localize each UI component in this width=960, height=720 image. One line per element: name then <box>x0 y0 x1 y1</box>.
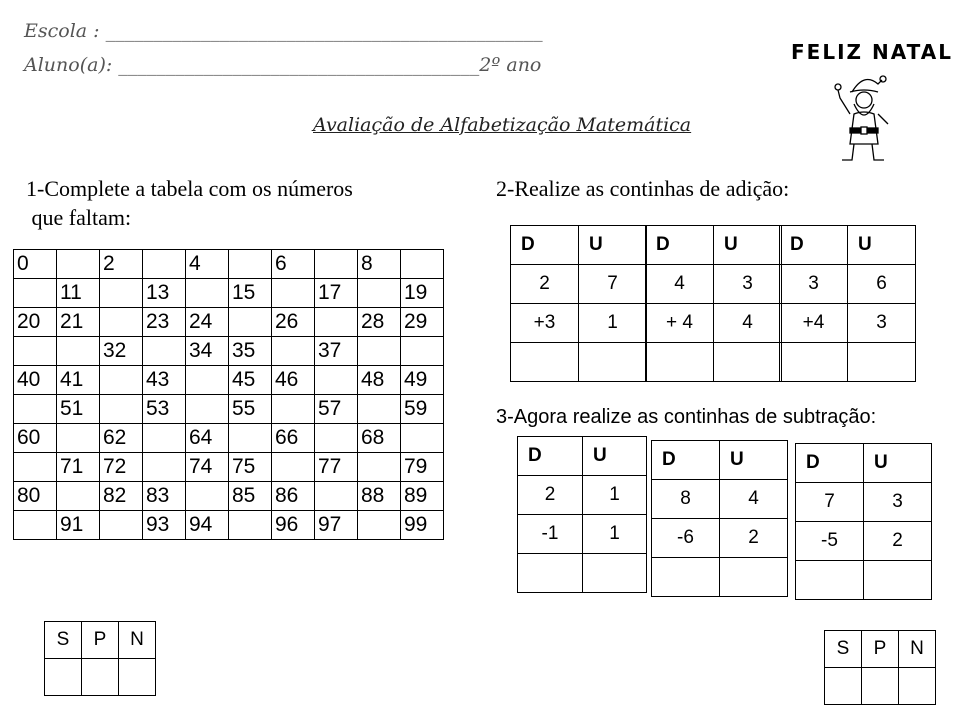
spn-label: N <box>899 631 936 668</box>
spn-label: N <box>119 622 156 659</box>
tens-header: D <box>511 226 579 265</box>
grid-number-cell: 20 <box>14 308 57 337</box>
grid-blank-cell[interactable] <box>272 279 315 308</box>
grid-blank-cell[interactable] <box>186 395 229 424</box>
op-row <box>796 483 932 522</box>
grid-number-cell: 57 <box>315 395 358 424</box>
op-row <box>796 522 932 561</box>
grid-blank-cell[interactable] <box>100 308 143 337</box>
spn-box-left <box>44 621 156 696</box>
grid-blank-cell[interactable] <box>358 395 401 424</box>
units-header: U <box>714 226 782 265</box>
grid-row <box>14 424 444 453</box>
grid-blank-cell[interactable] <box>186 279 229 308</box>
grid-number-cell: 46 <box>272 366 315 395</box>
grid-number-cell: 80 <box>14 482 57 511</box>
tens-answer-cell[interactable] <box>518 554 583 593</box>
tens-answer-cell[interactable] <box>646 343 714 382</box>
grid-number-cell: 97 <box>315 511 358 540</box>
tens-header: D <box>646 226 714 265</box>
grid-number-cell: 48 <box>358 366 401 395</box>
grid-blank-cell[interactable] <box>143 250 186 279</box>
answer-row <box>646 343 782 382</box>
units-cell: 1 <box>583 476 647 515</box>
grid-blank-cell[interactable] <box>401 337 444 366</box>
grid-number-cell: 82 <box>100 482 143 511</box>
grid-number-cell: 74 <box>186 453 229 482</box>
tens-cell: -6 <box>652 519 720 558</box>
op-row <box>646 304 782 343</box>
q1-instruction-line2: que faltam: <box>26 205 132 230</box>
school-line: Escola : ______________________________________________ <box>24 20 543 42</box>
op-row <box>780 304 916 343</box>
units-cell: 3 <box>848 304 916 343</box>
grid-number-cell: 15 <box>229 279 272 308</box>
tens-cell: 8 <box>652 480 720 519</box>
op-header-row <box>652 441 788 480</box>
grid-blank-cell[interactable] <box>401 250 444 279</box>
grid-number-cell: 64 <box>186 424 229 453</box>
grid-number-cell: 6 <box>272 250 315 279</box>
grid-number-cell: 83 <box>143 482 186 511</box>
grid-number-cell: 77 <box>315 453 358 482</box>
grid-number-cell: 75 <box>229 453 272 482</box>
spn-header-row <box>45 622 156 659</box>
grid-number-cell: 91 <box>57 511 100 540</box>
spn-mark-cell[interactable] <box>899 668 936 705</box>
grid-row <box>14 395 444 424</box>
grid-blank-cell[interactable] <box>186 366 229 395</box>
grid-blank-cell[interactable] <box>14 511 57 540</box>
grid-blank-cell[interactable] <box>143 337 186 366</box>
answer-row <box>511 343 647 382</box>
spn-mark-cell[interactable] <box>45 659 82 696</box>
tens-header: D <box>652 441 720 480</box>
grid-number-cell: 35 <box>229 337 272 366</box>
q1-instruction-line1: 1-Complete a tabela com os números <box>26 176 353 201</box>
tens-cell: 3 <box>780 265 848 304</box>
op-row <box>652 519 788 558</box>
grid-number-cell: 99 <box>401 511 444 540</box>
grid-number-cell: 96 <box>272 511 315 540</box>
op-row <box>652 480 788 519</box>
spn-label: P <box>862 631 899 668</box>
spn-mark-cell[interactable] <box>82 659 119 696</box>
grid-number-cell: 45 <box>229 366 272 395</box>
spn-label: P <box>82 622 119 659</box>
tens-cell: 7 <box>796 483 864 522</box>
grid-number-cell: 23 <box>143 308 186 337</box>
units-cell: 2 <box>864 522 932 561</box>
grid-number-cell: 85 <box>229 482 272 511</box>
grid-number-cell: 4 <box>186 250 229 279</box>
grid-number-cell: 34 <box>186 337 229 366</box>
units-cell: 3 <box>864 483 932 522</box>
grid-blank-cell[interactable] <box>100 511 143 540</box>
addition-table-2 <box>645 225 782 382</box>
units-cell: 4 <box>720 480 788 519</box>
op-header-row <box>796 444 932 483</box>
units-answer-cell[interactable] <box>714 343 782 382</box>
grid-number-cell: 68 <box>358 424 401 453</box>
op-header-row <box>511 226 647 265</box>
grid-number-cell: 41 <box>57 366 100 395</box>
grid-blank-cell[interactable] <box>358 453 401 482</box>
grid-blank-cell[interactable] <box>358 337 401 366</box>
number-grid <box>13 249 444 540</box>
answer-row <box>796 561 932 600</box>
grid-blank-cell[interactable] <box>186 482 229 511</box>
units-cell: 4 <box>714 304 782 343</box>
grid-number-cell: 21 <box>57 308 100 337</box>
grid-number-cell: 0 <box>14 250 57 279</box>
grid-blank-cell[interactable] <box>14 279 57 308</box>
tens-cell: -1 <box>518 515 583 554</box>
grid-blank-cell[interactable] <box>14 453 57 482</box>
grid-number-cell: 40 <box>14 366 57 395</box>
student-line: Aluno(a): ______________________________________2º ano <box>24 54 542 76</box>
grid-number-cell: 43 <box>143 366 186 395</box>
units-answer-cell[interactable] <box>864 561 932 600</box>
spn-box-right <box>824 630 936 705</box>
grid-number-cell: 19 <box>401 279 444 308</box>
grid-number-cell: 26 <box>272 308 315 337</box>
tens-cell: 4 <box>646 265 714 304</box>
tens-cell: 2 <box>518 476 583 515</box>
op-row <box>518 515 647 554</box>
tens-answer-cell[interactable] <box>796 561 864 600</box>
festive-greeting: FELIZ NATAL <box>791 40 953 64</box>
grid-blank-cell[interactable] <box>272 453 315 482</box>
grid-number-cell: 51 <box>57 395 100 424</box>
addition-table-1 <box>510 225 647 382</box>
grid-number-cell: 24 <box>186 308 229 337</box>
spn-mark-row <box>45 659 156 696</box>
tens-cell: -5 <box>796 522 864 561</box>
grid-row <box>14 250 444 279</box>
grid-number-cell: 55 <box>229 395 272 424</box>
grid-row <box>14 308 444 337</box>
grid-blank-cell[interactable] <box>57 337 100 366</box>
units-cell: 7 <box>579 265 647 304</box>
grid-row <box>14 337 444 366</box>
tens-header: D <box>780 226 848 265</box>
grid-row <box>14 453 444 482</box>
grid-number-cell: 53 <box>143 395 186 424</box>
grid-blank-cell[interactable] <box>229 308 272 337</box>
grid-blank-cell[interactable] <box>229 250 272 279</box>
grid-blank-cell[interactable] <box>143 453 186 482</box>
op-row <box>511 304 647 343</box>
subtraction-table-1 <box>517 436 647 593</box>
grid-number-cell: 37 <box>315 337 358 366</box>
units-answer-cell[interactable] <box>848 343 916 382</box>
units-cell: 3 <box>714 265 782 304</box>
grid-blank-cell[interactable] <box>315 308 358 337</box>
grid-row <box>14 482 444 511</box>
spn-mark-cell[interactable] <box>119 659 156 696</box>
spn-header-row <box>825 631 936 668</box>
op-row <box>646 265 782 304</box>
spn-mark-cell[interactable] <box>862 668 899 705</box>
grid-blank-cell[interactable] <box>315 424 358 453</box>
op-header-row <box>646 226 782 265</box>
grid-number-cell: 88 <box>358 482 401 511</box>
units-answer-cell[interactable] <box>579 343 647 382</box>
addition-table-3 <box>779 225 916 382</box>
page-title: Avaliação de Alfabetização Matemática <box>313 114 692 136</box>
q3-instruction: 3-Agora realize as continhas de subtração: <box>496 406 877 428</box>
grid-row <box>14 279 444 308</box>
subtraction-table-2 <box>651 440 788 597</box>
grid-blank-cell[interactable] <box>358 279 401 308</box>
grid-number-cell: 49 <box>401 366 444 395</box>
grid-blank-cell[interactable] <box>229 424 272 453</box>
grid-number-cell: 32 <box>100 337 143 366</box>
grid-blank-cell[interactable] <box>14 337 57 366</box>
grid-blank-cell[interactable] <box>100 279 143 308</box>
answer-row <box>780 343 916 382</box>
grid-number-cell: 93 <box>143 511 186 540</box>
grid-number-cell: 29 <box>401 308 444 337</box>
grid-blank-cell[interactable] <box>272 337 315 366</box>
grid-blank-cell[interactable] <box>100 366 143 395</box>
grid-blank-cell[interactable] <box>143 424 186 453</box>
op-row <box>511 265 647 304</box>
units-cell: 6 <box>848 265 916 304</box>
santa-claus-icon <box>832 70 896 166</box>
grid-number-cell: 72 <box>100 453 143 482</box>
grid-blank-cell[interactable] <box>14 395 57 424</box>
spn-label: S <box>825 631 862 668</box>
units-cell: 1 <box>579 304 647 343</box>
grid-blank-cell[interactable] <box>57 424 100 453</box>
tens-answer-cell[interactable] <box>780 343 848 382</box>
grid-blank-cell[interactable] <box>272 395 315 424</box>
units-answer-cell[interactable] <box>720 558 788 597</box>
grid-number-cell: 13 <box>143 279 186 308</box>
units-header: U <box>579 226 647 265</box>
grid-blank-cell[interactable] <box>229 511 272 540</box>
grid-blank-cell[interactable] <box>315 482 358 511</box>
tens-header: D <box>796 444 864 483</box>
units-answer-cell[interactable] <box>583 554 647 593</box>
op-header-row <box>780 226 916 265</box>
grid-blank-cell[interactable] <box>358 511 401 540</box>
tens-cell: + 4 <box>646 304 714 343</box>
tens-header: D <box>518 437 583 476</box>
units-header: U <box>583 437 647 476</box>
answer-row <box>652 558 788 597</box>
tens-answer-cell[interactable] <box>511 343 579 382</box>
op-header-row <box>518 437 647 476</box>
units-header: U <box>864 444 932 483</box>
grid-blank-cell[interactable] <box>315 366 358 395</box>
units-cell: 1 <box>583 515 647 554</box>
grid-number-cell: 11 <box>57 279 100 308</box>
tens-answer-cell[interactable] <box>652 558 720 597</box>
op-row <box>518 476 647 515</box>
grid-number-cell: 60 <box>14 424 57 453</box>
grid-number-cell: 86 <box>272 482 315 511</box>
answer-row <box>518 554 647 593</box>
grid-row <box>14 366 444 395</box>
spn-mark-cell[interactable] <box>825 668 862 705</box>
grid-number-cell: 17 <box>315 279 358 308</box>
grid-number-cell: 89 <box>401 482 444 511</box>
grid-blank-cell[interactable] <box>401 424 444 453</box>
tens-cell: 2 <box>511 265 579 304</box>
subtraction-table-3 <box>795 443 932 600</box>
q2-instruction: 2-Realize as continhas de adição: <box>496 176 790 201</box>
spn-mark-row <box>825 668 936 705</box>
grid-row <box>14 511 444 540</box>
grid-blank-cell[interactable] <box>315 250 358 279</box>
units-header: U <box>720 441 788 480</box>
grid-number-cell: 2 <box>100 250 143 279</box>
grid-number-cell: 66 <box>272 424 315 453</box>
grid-number-cell: 8 <box>358 250 401 279</box>
grid-blank-cell[interactable] <box>57 482 100 511</box>
spn-label: S <box>45 622 82 659</box>
grid-blank-cell[interactable] <box>100 395 143 424</box>
units-header: U <box>848 226 916 265</box>
op-row <box>780 265 916 304</box>
grid-number-cell: 71 <box>57 453 100 482</box>
tens-cell: +4 <box>780 304 848 343</box>
units-cell: 2 <box>720 519 788 558</box>
grid-number-cell: 62 <box>100 424 143 453</box>
tens-cell: +3 <box>511 304 579 343</box>
grid-number-cell: 94 <box>186 511 229 540</box>
grid-blank-cell[interactable] <box>57 250 100 279</box>
grid-number-cell: 59 <box>401 395 444 424</box>
grid-number-cell: 28 <box>358 308 401 337</box>
grid-number-cell: 79 <box>401 453 444 482</box>
